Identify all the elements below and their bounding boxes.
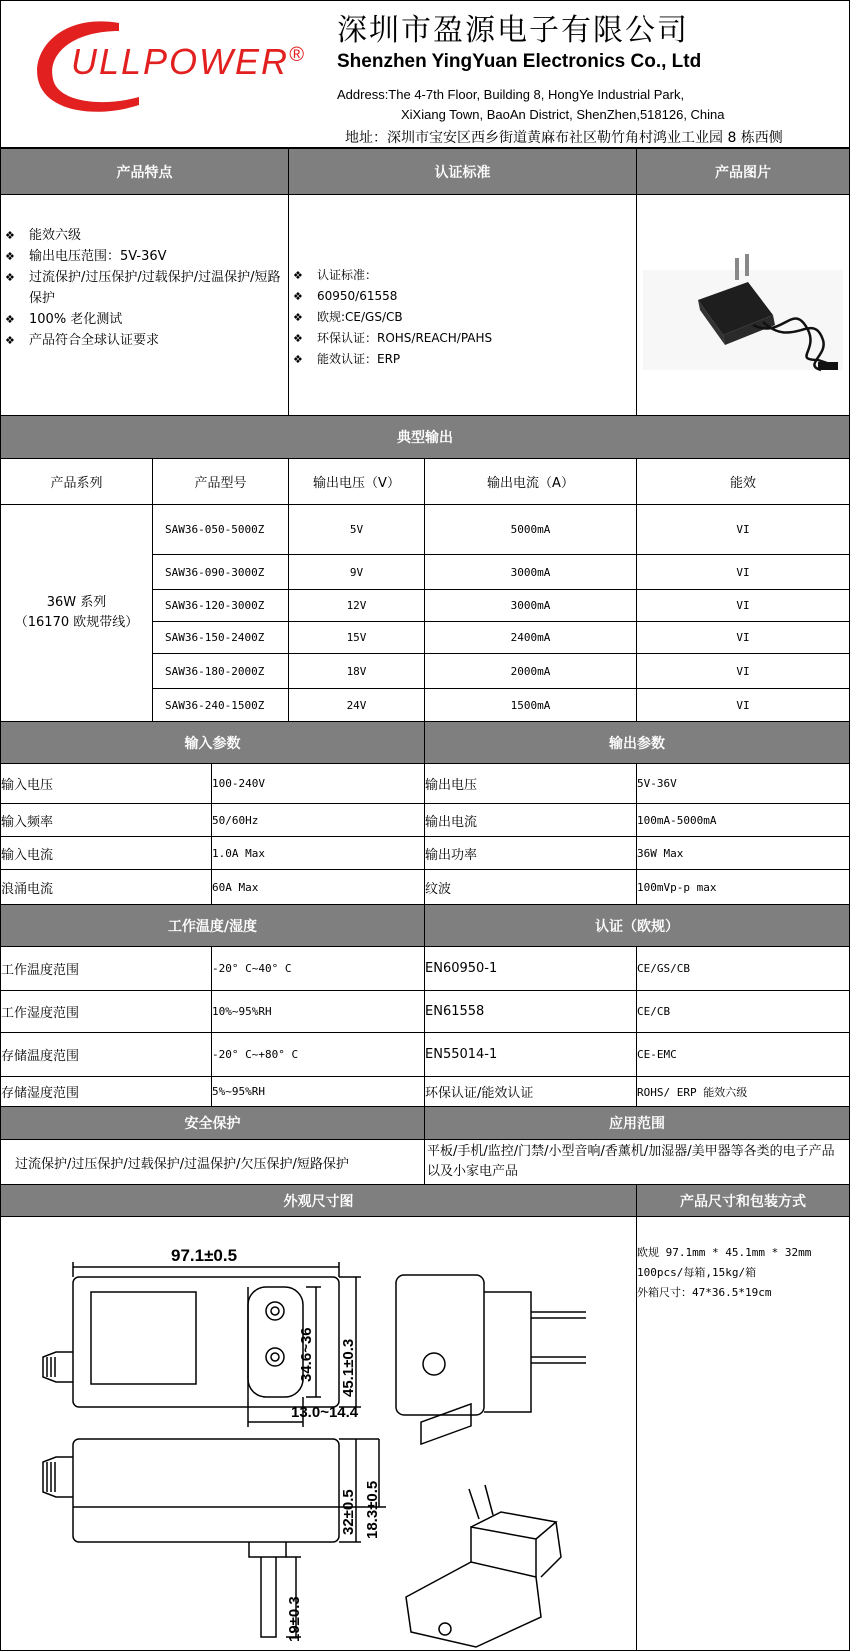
header-packing: 产品尺寸和包装方式 xyxy=(636,1184,850,1217)
current-cell: 2000mA xyxy=(424,653,637,689)
features-cell xyxy=(0,194,289,416)
cert-standard: EN55014-1 xyxy=(424,1032,637,1077)
efficiency-cell: VI xyxy=(636,504,850,555)
company-header xyxy=(0,0,850,148)
env-label: 工作温度范围 xyxy=(0,946,212,991)
address-en-1: Address:The 4-7th Floor, Building 8, HongYe Industrial Park, xyxy=(337,87,685,102)
cert-standard: 环保认证/能效认证 xyxy=(424,1076,637,1107)
env-value: -20° C~40° C xyxy=(211,946,425,991)
col-model: 产品型号 xyxy=(152,458,289,505)
efficiency-cell: VI xyxy=(636,653,850,689)
header-input-params: 输入参数 xyxy=(0,721,425,764)
output-param-label: 输出功率 xyxy=(424,836,637,870)
standard-item-plain: ❖ 60950/61558 xyxy=(291,286,492,307)
dim-height: 32±0.5 xyxy=(340,1489,357,1535)
model-cell: SAW36-180-2000Z xyxy=(152,653,289,689)
feature-item: ❖ 产品符合全球认证要求 xyxy=(3,330,288,351)
col-voltage: 输出电压（V） xyxy=(288,458,425,505)
efficiency-cell: VI xyxy=(636,589,850,622)
input-param-label: 输入电流 xyxy=(0,836,212,870)
model-cell: SAW36-150-2400Z xyxy=(152,621,289,654)
efficiency-cell: VI xyxy=(636,688,850,722)
standard-item-plain: ❖ 欧规:CE/GS/CB xyxy=(291,307,492,328)
output-param-value: 100mVp-p max xyxy=(636,869,850,905)
dimension-drawing xyxy=(1,1217,637,1651)
input-param-label: 输入频率 xyxy=(0,803,212,837)
header-work-env: 工作温度/湿度 xyxy=(0,904,425,947)
series-note: （16170 欧规带线） xyxy=(14,615,139,630)
standard-item: ❖ 认证标准： xyxy=(291,265,492,286)
env-label: 工作湿度范围 xyxy=(0,990,212,1033)
dim-pin-spacing: 34.6~36 xyxy=(298,1327,315,1382)
env-value: -20° C~+80° C xyxy=(211,1032,425,1077)
current-cell: 1500mA xyxy=(424,688,637,722)
input-param-value: 50/60Hz xyxy=(211,803,425,837)
header-output-params: 输出参数 xyxy=(424,721,850,764)
env-value: 5%~95%RH xyxy=(211,1076,425,1107)
feature-item: ❖ 输出电压范围：5V-36V xyxy=(3,246,288,267)
series-cell xyxy=(0,504,153,722)
packing-cell xyxy=(636,1216,850,1651)
model-cell: SAW36-120-3000Z xyxy=(152,589,289,622)
model-cell: SAW36-090-3000Z xyxy=(152,554,289,590)
current-cell: 3000mA xyxy=(424,554,637,590)
output-param-label: 输出电压 xyxy=(424,763,637,804)
header-cert-eu: 认证（欧规） xyxy=(424,904,850,947)
standards-cell xyxy=(288,194,637,416)
product-image-cell xyxy=(636,194,850,416)
dim-pin-width: 13.0~14.4 xyxy=(291,1404,359,1421)
dim-width: 45.1±0.3 xyxy=(340,1338,357,1397)
env-label: 存储湿度范围 xyxy=(0,1076,212,1107)
dim-pin-length: 19±0.3 xyxy=(286,1596,303,1642)
cert-standard: EN61558 xyxy=(424,990,637,1033)
header-features: 产品特点 xyxy=(0,148,289,195)
output-param-label: 纹波 xyxy=(424,869,637,905)
cert-standard: EN60950-1 xyxy=(424,946,637,991)
cert-mark: CE/CB xyxy=(636,990,850,1033)
header-safety: 安全保护 xyxy=(0,1106,425,1140)
cert-mark: ROHS/ ERP 能效六级 xyxy=(636,1076,850,1107)
feature-item: ❖ 过流保护/过压保护/过载保护/过温保护/短路保护 xyxy=(3,267,288,309)
safety-text: 过流保护/过压保护/过载保护/过温保护/欠压保护/短路保护 xyxy=(0,1139,425,1185)
current-cell: 2400mA xyxy=(424,621,637,654)
standard-item: ❖ 能效认证：ERP xyxy=(291,349,492,370)
application-text: 平板/手机/监控/门禁/小型音响/香薰机/加湿器/美甲器等各类的电子产品以及小家电产品 xyxy=(424,1139,850,1185)
standards-list xyxy=(291,265,492,370)
features-list xyxy=(3,225,288,351)
efficiency-cell: VI xyxy=(636,554,850,590)
voltage-cell: 5V xyxy=(288,504,425,555)
company-name-en: Shenzhen YingYuan Electronics Co., Ltd xyxy=(337,51,702,72)
address-cn: 地址：深圳市宝安区西乡街道黄麻布社区勒竹角村鸿业工业园 8 栋西侧 xyxy=(345,130,783,146)
standard-item: ❖ 环保认证：ROHS/REACH/PAHS xyxy=(291,328,492,349)
drawing-cell xyxy=(0,1216,637,1651)
output-param-value: 36W Max xyxy=(636,836,850,870)
feature-item: ❖ 100% 老化测试 xyxy=(3,309,288,330)
voltage-cell: 15V xyxy=(288,621,425,654)
voltage-cell: 9V xyxy=(288,554,425,590)
header-application: 应用范围 xyxy=(424,1106,850,1140)
efficiency-cell: VI xyxy=(636,621,850,654)
header-product-image: 产品图片 xyxy=(636,148,850,195)
header-dimension-drawing: 外观尺寸图 xyxy=(0,1184,637,1217)
company-name-cn: 深圳市盈源电子有限公司 xyxy=(337,13,689,48)
dim-length: 97.1±0.5 xyxy=(171,1246,238,1265)
feature-item: ❖ 能效六级 xyxy=(3,225,288,246)
voltage-cell: 24V xyxy=(288,688,425,722)
input-param-value: 100-240V xyxy=(211,763,425,804)
env-value: 10%~95%RH xyxy=(211,990,425,1033)
model-cell: SAW36-050-5000Z xyxy=(152,504,289,555)
input-param-label: 输入电压 xyxy=(0,763,212,804)
env-label: 存储温度范围 xyxy=(0,1032,212,1077)
header-typical-output: 典型输出 xyxy=(0,415,850,459)
dim-height-2: 18.3±0.5 xyxy=(364,1480,381,1539)
output-param-label: 输出电流 xyxy=(424,803,637,837)
current-cell: 5000mA xyxy=(424,504,637,555)
input-param-value: 1.0A Max xyxy=(211,836,425,870)
input-param-label: 浪涌电流 xyxy=(0,869,212,905)
voltage-cell: 12V xyxy=(288,589,425,622)
col-series: 产品系列 xyxy=(0,458,153,505)
series-name: 36W 系列 xyxy=(46,595,107,610)
packing-size: 欧规 97.1mm * 45.1mm * 32mm xyxy=(637,1246,812,1259)
packing-qty: 100pcs/每箱,15kg/箱 xyxy=(637,1266,757,1279)
voltage-cell: 18V xyxy=(288,653,425,689)
model-cell: SAW36-240-1500Z xyxy=(152,688,289,722)
logo-text: ULLPOWER® xyxy=(71,41,306,82)
address-en-2: XiXiang Town, BaoAn District, ShenZhen,518126, China xyxy=(401,107,725,122)
col-current: 输出电流（A） xyxy=(424,458,637,505)
col-efficiency: 能效 xyxy=(636,458,850,505)
packing-carton: 外箱尺寸：47*36.5*19cm xyxy=(637,1286,772,1299)
cert-mark: CE-EMC xyxy=(636,1032,850,1077)
cert-mark: CE/GS/CB xyxy=(636,946,850,991)
input-param-value: 60A Max xyxy=(211,869,425,905)
header-standards: 认证标准 xyxy=(288,148,637,195)
output-param-value: 100mA-5000mA xyxy=(636,803,850,837)
current-cell: 3000mA xyxy=(424,589,637,622)
output-param-value: 5V-36V xyxy=(636,763,850,804)
adapter-photo xyxy=(643,230,843,380)
